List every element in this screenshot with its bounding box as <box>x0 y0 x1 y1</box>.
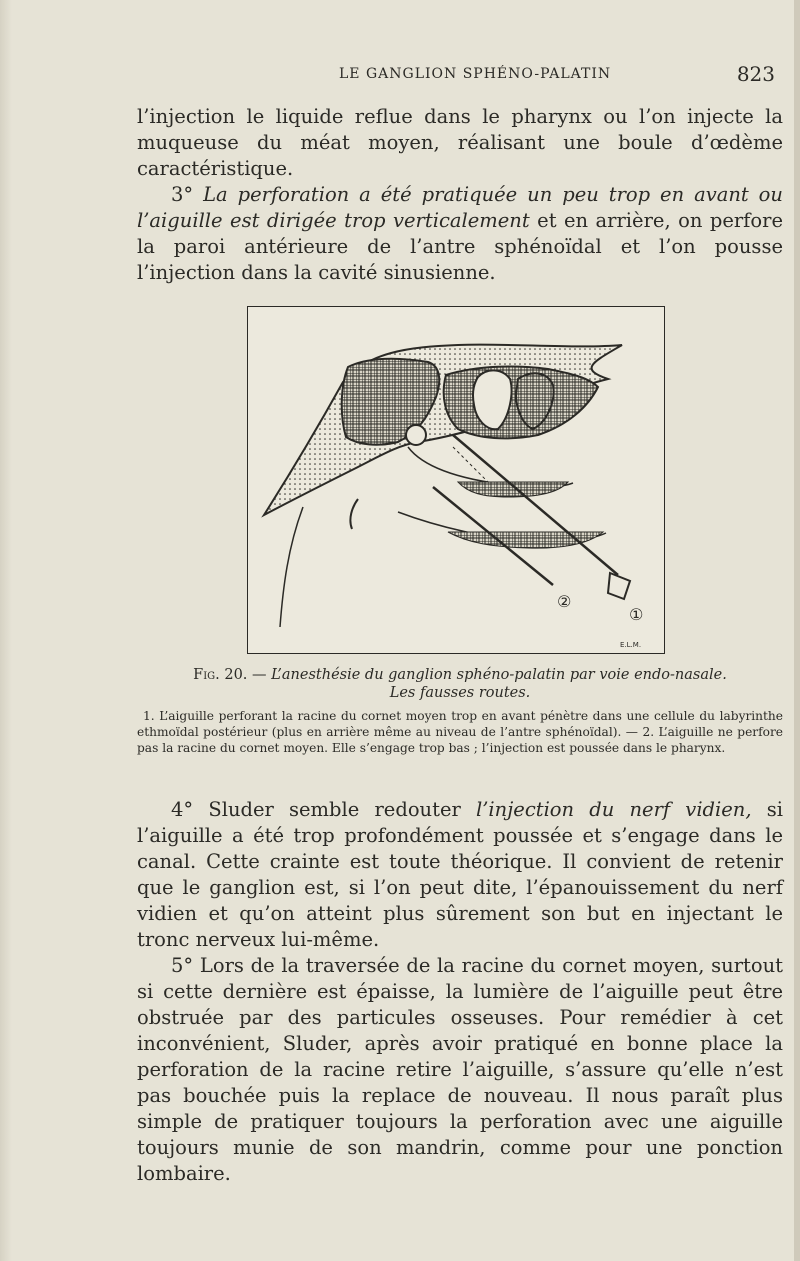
figure-legend <box>137 708 783 756</box>
syringe-tip <box>608 573 630 599</box>
paragraph-4-text-a: Sluder semble redouter <box>208 798 461 821</box>
paragraph-5 <box>137 953 783 1187</box>
paragraph-5-text: Lors de la traversée de la racine du cornet moyen, surtout si cette dernière est épaisse, la lumière de l’aiguille peut être obstruée par des particules osseuses. Pour remédier à cet inconvénient, Sluder, après avoir pratiqué en bonne place la perforation de la racine retire l’aiguille, s’assure qu’elle n’est pas bouchée puis la replace de nouveau. Il nous paraît plus simple de pratiquer toujours la perforation avec une aiguille toujours munie de son mandrin, comme pour une ponction lombaire. <box>137 954 783 1185</box>
figure-20 <box>247 306 665 654</box>
running-title: LE GANGLION SPHÉNO-PALATIN <box>339 66 612 82</box>
inferior-turbinate-hatching <box>448 532 603 548</box>
page-edge <box>794 0 800 1261</box>
page-number: 823 <box>736 62 775 86</box>
bottom-text <box>137 797 783 1187</box>
caption-title-line-2: Les fausses routes. <box>389 685 531 701</box>
needle-2-label: ② <box>557 592 572 611</box>
paragraph-4-italic: l’injection du nerf vidien, <box>476 798 752 821</box>
page-header <box>137 64 775 88</box>
caption-dash: — <box>252 667 267 683</box>
figure-label: Fig. 20. <box>193 667 248 683</box>
paragraph-4-text-b: si l’aiguille a été trop profondément poussée et s’engage dans le canal. Cette crainte est toute théorique. Il convient de retenir que le ganglion est, si l’on peut dite, l’épanouissement du nerf vidien et qu’on atteint plus sûrement son but en injectant le tronc nerveux lui-même. <box>137 798 783 951</box>
paragraph-4-number: 4° <box>171 798 194 821</box>
paragraph-5-number: 5° <box>171 954 194 977</box>
needle-1-label: ① <box>629 605 644 624</box>
anatomy-illustration <box>248 307 664 653</box>
needle-1 <box>453 435 618 575</box>
paragraph-4 <box>137 797 783 953</box>
caption-title-line-1: L’anesthésie du ganglion sphéno-palatin par voie endo-nasale. <box>271 667 727 683</box>
paragraph-3 <box>137 182 783 286</box>
bone-outline <box>264 345 622 515</box>
top-text <box>137 104 783 286</box>
paragraph-1: l’injection le liquide reflue dans le pharynx ou l’on injecte la muqueuse du méat moyen, réalisant une boule d’œdème caractéristique. <box>137 105 783 180</box>
paragraph-3-italic: La perforation a été pratiquée un peu trop en avant ou l’aiguille est dirigée trop verticalement <box>137 183 783 232</box>
artist-mark: E.L.M. <box>620 641 642 649</box>
middle-turbinate-hatching <box>458 482 568 497</box>
figure-caption <box>137 666 783 702</box>
legend-text: 1. L’aiguille perforant la racine du cornet moyen trop en avant pénètre dans une cellule du labyrinthe ethmoïdal postérieur (plus en arrière même au niveau de l’antre sphénoïdal). — 2. L’aiguille ne perfore pas la racine du cornet moyen. Elle s’engage trop bas ; l’injection est poussée dans le pharynx. <box>137 709 783 755</box>
paragraph-3-number: 3° <box>171 183 194 206</box>
page-edge-shadow <box>0 0 12 1261</box>
paragraph-3-text: et en arrière, on perfore la paroi antérieure de l’antre sphénoïdal et l’on pousse l’injection dans la cavité sinusienne. <box>137 209 783 284</box>
